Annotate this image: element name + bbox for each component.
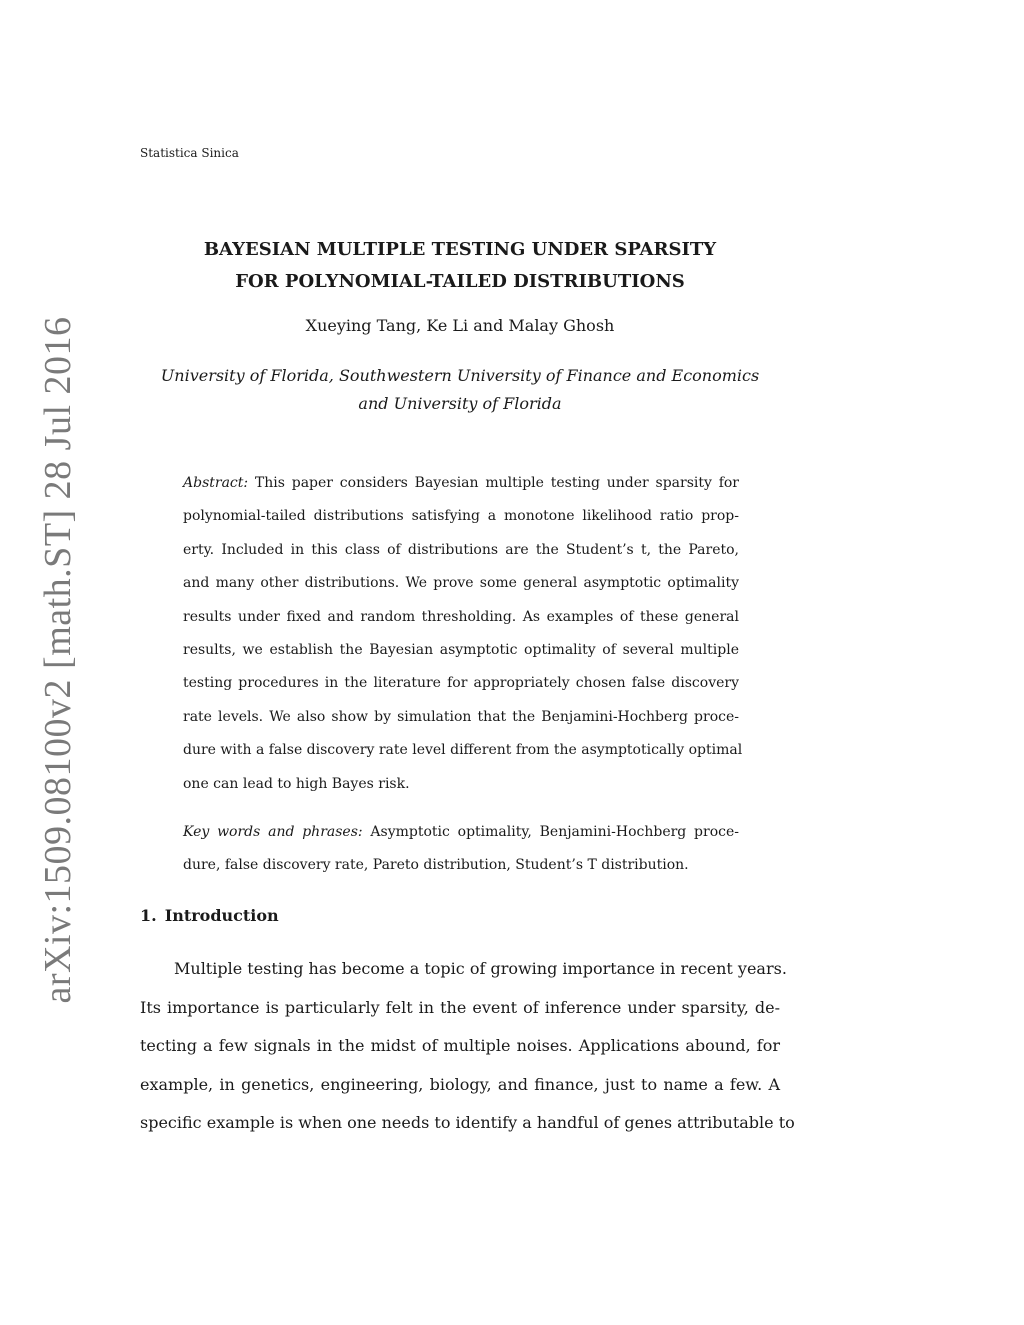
abstract-line: and many other distributions. We prove some general asymptotic optimality — [183, 575, 739, 592]
abstract-line: dure with a false discovery rate level different from the asymptotically optimal — [183, 742, 743, 759]
section-heading — [140, 906, 279, 925]
abstract — [183, 467, 743, 801]
paper-title — [140, 234, 780, 298]
introduction-body — [140, 950, 795, 1143]
abstract-line: results, we establish the Bayesian asymptotic optimality of several multiple — [183, 641, 739, 658]
affiliation-line: and University of Florida — [358, 394, 562, 413]
abstract-line: one can lead to high Bayes risk. — [183, 775, 410, 792]
keywords — [183, 816, 739, 882]
abstract-line: testing procedures in the literature for appropriately chosen false discovery — [183, 675, 739, 692]
keywords-line — [183, 816, 739, 849]
body-line: specific example is when one needs to identify a handful of genes attributable to — [140, 1113, 795, 1133]
body-line: Multiple testing has become a topic of growing importance in recent years. — [174, 959, 787, 978]
keywords-line: dure, false discovery rate, Pareto distribution, Student’s T distribution. — [183, 857, 689, 873]
abstract-line: rate levels. We also show by simulation that the Benjamini-Hochberg proce- — [183, 708, 739, 725]
abstract-label: Abstract: — [183, 475, 249, 491]
keywords-label: Key words and phrases: — [183, 824, 363, 840]
title-line: BAYESIAN MULTIPLE TESTING UNDER SPARSITY — [203, 239, 717, 260]
abstract-line: erty. Included in this class of distributions are the Student’s t, the Pareto, — [183, 541, 739, 558]
affiliation-line: University of Florida, Southwestern University of Finance and Economics — [160, 366, 760, 385]
author-list: Xueying Tang, Ke Li and Malay Ghosh — [305, 316, 615, 335]
arxiv-identifier-stamp: arXiv:1509.08100v2 [math.ST] 28 Jul 2016 — [37, 316, 79, 1004]
journal-name: Statistica Sinica — [140, 146, 239, 160]
affiliation — [140, 362, 780, 418]
keywords-first-line-text: Asymptotic optimality, Benjamini-Hochberg proce- — [370, 824, 739, 840]
abstract-first-line-text: This paper considers Bayesian multiple testing under sparsity for — [254, 475, 739, 491]
abstract-line — [183, 467, 739, 500]
body-line: example, in genetics, engineering, biology, and finance, just to name a few. A — [140, 1074, 780, 1094]
body-line: Its importance is particularly felt in the event of inference under sparsity, de- — [140, 997, 780, 1017]
abstract-line: results under fixed and random thresholding. As examples of these general — [183, 608, 739, 625]
section-number: 1. — [140, 906, 157, 925]
section-title: Introduction — [164, 906, 279, 925]
abstract-line: polynomial-tailed distributions satisfying a monotone likelihood ratio prop- — [183, 508, 739, 525]
body-line: tecting a few signals in the midst of multiple noises. Applications abound, for — [140, 1036, 780, 1056]
title-line: FOR POLYNOMIAL-TAILED DISTRIBUTIONS — [235, 271, 685, 292]
